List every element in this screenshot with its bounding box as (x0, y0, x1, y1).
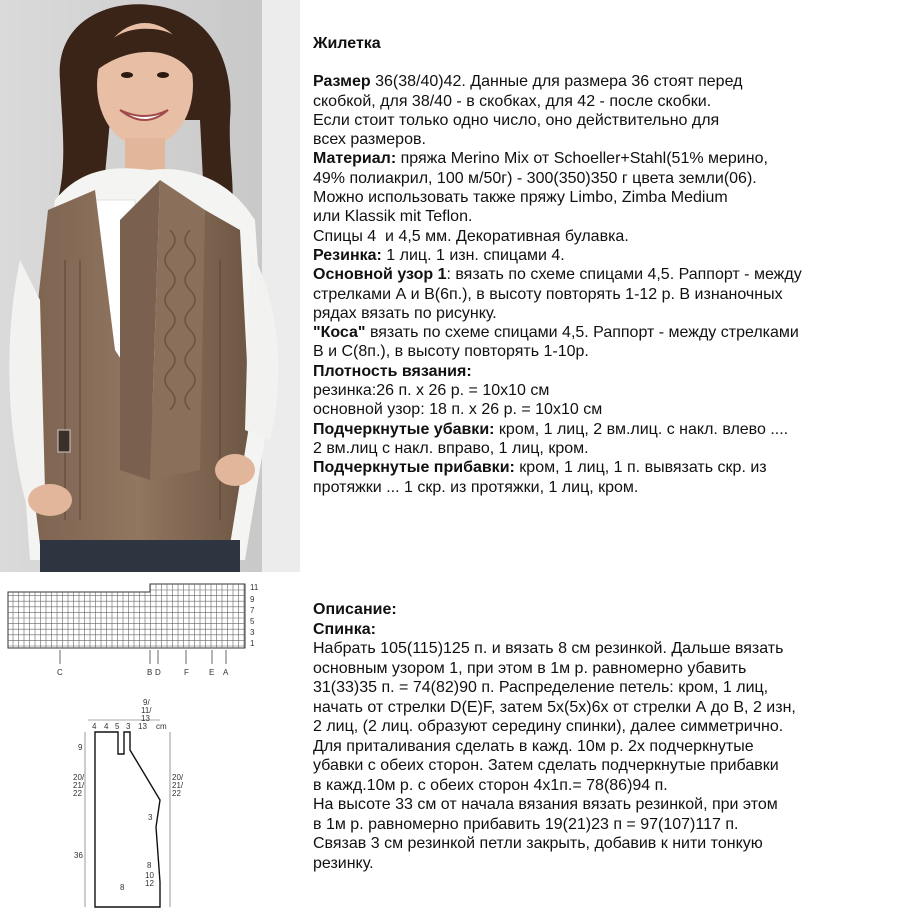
line-text: резинку. (313, 854, 374, 872)
text-line (313, 717, 903, 737)
text-line (313, 620, 903, 640)
text-line (313, 478, 903, 497)
line-text: убавки с обеих сторон. Затем сделать подчеркнутые прибавки (313, 757, 779, 774)
text-line (313, 169, 903, 188)
text-line (313, 854, 903, 874)
dim-top-5: 5 (115, 722, 120, 731)
text-line (313, 834, 903, 854)
line-text: 1 лиц. 1 изн. спицами 4. (381, 246, 565, 264)
text-line (313, 207, 903, 226)
text-line (313, 776, 903, 796)
dim-left-21: 21/ (73, 781, 85, 790)
line-label: Материал: (313, 150, 397, 168)
line-text: начать от стрелки D(E)F, затем 5х(5х)6х от стрелки А до В, 2 изн, (313, 698, 796, 716)
description-bottom (313, 600, 903, 873)
arrow-a: A (223, 668, 229, 677)
dim-left-22: 22 (73, 789, 82, 798)
text-line (313, 600, 903, 620)
text-line (313, 400, 903, 419)
description-top (313, 34, 903, 497)
dim-stack-11: 11/ (141, 706, 152, 715)
line-label: Подчеркнутые прибавки: (313, 459, 515, 477)
line-text: 31(33)35 п. = 74(82)90 п. Распределение петель: кром, 1 лиц, (313, 679, 769, 696)
line-text: Если стоит только одно число, оно действительно для (313, 111, 720, 129)
line-label: Плотность вязания: (313, 362, 472, 380)
dim-stack-13: 13 (141, 714, 150, 723)
text-line (313, 362, 903, 381)
knitting-charts (0, 572, 300, 915)
line-text: в 1м р. равномерно прибавить 19(21)23 п = 97(107)117 п. (313, 815, 739, 833)
chart-row-5: 5 (250, 617, 255, 626)
line-text: рядах вязать по рисунку. (313, 304, 497, 322)
line-text: всех размеров. (313, 131, 426, 149)
line-text: 2 вм.лиц с накл. вправо, 1 лиц, кром. (313, 439, 589, 457)
text-line (313, 458, 903, 477)
line-text: 36(38/40)42. Данные для размера 36 стоят перед (370, 73, 743, 91)
dim-right-8a: 8 (147, 861, 152, 870)
line-text: кром, 1 лиц, 2 вм.лиц. с накл. влево .... (494, 420, 789, 438)
page-title: Жилетка (313, 35, 381, 52)
text-line (313, 659, 903, 679)
line-text: основной узор: 18 п. х 26 р. = 10х10 см (313, 401, 603, 419)
model-photo (0, 0, 300, 572)
line-label: "Коса" (313, 324, 366, 342)
line-text: Для приталивания сделать в кажд. 10м р. 2х подчеркнутые (313, 737, 754, 755)
line-text: кром, 1 лиц, 1 п. вывязать скр. из (514, 459, 767, 477)
chart-row-11: 11 (250, 583, 259, 592)
text-line (313, 149, 903, 168)
line-text: вязать по схеме спицами 4,5. Раппорт - между стрелками (365, 324, 799, 342)
line-text: : вязать по схеме спицами 4,5. Раппорт - между (446, 266, 802, 284)
text-line (313, 188, 903, 207)
chart-row-9: 9 (250, 595, 255, 604)
line-text: резинка:26 п. х 26 р. = 10х10 см (313, 382, 550, 400)
text-line (313, 381, 903, 400)
line-label: Резинка: (313, 246, 382, 264)
line-label: Основной узор 1 (313, 266, 447, 284)
line-text: стрелками А и В(6п.), в высоту повторять 1-12 р. В изнаночных (313, 285, 783, 303)
text-line (313, 130, 903, 149)
dim-top-4a: 4 (92, 722, 97, 731)
dim-top-cm: cm (156, 722, 167, 731)
text-line (313, 342, 903, 361)
chart-row-1: 1 (250, 639, 255, 648)
text-line (313, 756, 903, 776)
line-text: пряжа Merino Mix от Schoeller+Stahl(51% мерино, (396, 150, 768, 168)
line-text: В и С(8п.), в высоту повторять 1-10р. (313, 343, 589, 361)
text-line (313, 227, 903, 246)
text-line (313, 737, 903, 757)
text-line (313, 72, 903, 91)
text-line (313, 420, 903, 439)
arrow-e: E (209, 668, 215, 677)
text-line (313, 698, 903, 718)
text-line (313, 111, 903, 130)
text-line (313, 265, 903, 284)
chart-row-3: 3 (250, 628, 255, 637)
line-text: Спицы 4 и 4,5 мм. Декоративная булавка. (313, 227, 629, 245)
dim-stack-9: 9/ (143, 698, 150, 707)
line-text: На высоте 33 см от начала вязания вязать резинкой, при этом (313, 796, 778, 813)
line-text: в кажд.10м р. с обеих сторон 4х1п.= 78(86)94 п. (313, 776, 668, 794)
line-text: Можно использовать также пряжу Limbo, Zimba Medium (313, 189, 728, 207)
text-line (313, 323, 903, 342)
dim-right-3: 3 (148, 813, 153, 822)
line-label: Описание: (313, 601, 397, 618)
line-label: Спинка: (313, 620, 376, 638)
text-line (313, 678, 903, 698)
dim-left-9: 9 (78, 743, 83, 752)
dim-right-22: 22 (172, 789, 181, 798)
arrow-d: D (155, 668, 161, 677)
dim-right-20: 20/ (172, 773, 184, 782)
text-line (313, 92, 903, 111)
line-text: скобкой, для 38/40 - в скобках, для 42 - после скобки. (313, 92, 712, 110)
stitch-chart (8, 584, 245, 648)
dim-left-36: 36 (74, 851, 83, 860)
text-line (313, 795, 903, 815)
dim-right-10: 10 (145, 871, 154, 880)
line-text: 2 лиц, (2 лиц. образуют середину спинки), далее симметрично. (313, 718, 784, 735)
text-line (313, 304, 903, 323)
arrow-c: C (57, 668, 63, 677)
dim-right-8b: 8 (120, 883, 125, 892)
text-line (313, 285, 903, 304)
text-line (313, 815, 903, 835)
dim-right-21: 21/ (172, 781, 184, 790)
dim-left-20: 20/ (73, 773, 85, 782)
line-text: 49% полиакрил, 100 м/50г) - 300(350)350 г цвета земли(06). (313, 169, 757, 187)
line-text: или Klassik mit Teflon. (313, 208, 473, 226)
text-line (313, 639, 903, 659)
dim-right-12: 12 (145, 879, 154, 888)
line-text: Связав 3 см резинкой петли закрыть, добавив к нити тонкую (313, 835, 763, 852)
dim-top-4b: 4 (104, 722, 109, 731)
line-text: Набрать 105(115)125 п. и вязать 8 см резинкой. Дальше вязать (313, 640, 784, 657)
line-text: протяжки ... 1 скр. из протяжки, 1 лиц, кром. (313, 478, 639, 496)
line-label: Размер (313, 73, 371, 91)
text-line (313, 246, 903, 265)
text-line (313, 439, 903, 458)
line-text: основным узором 1, при этом в 1м р. равномерно убавить (313, 659, 747, 677)
chart-row-7: 7 (250, 606, 255, 615)
arrow-f: F (184, 668, 189, 677)
line-label: Подчеркнутые убавки: (313, 420, 495, 438)
dim-top-13: 13 (138, 722, 147, 731)
dim-top-3: 3 (126, 722, 131, 731)
arrow-b: B (147, 668, 153, 677)
